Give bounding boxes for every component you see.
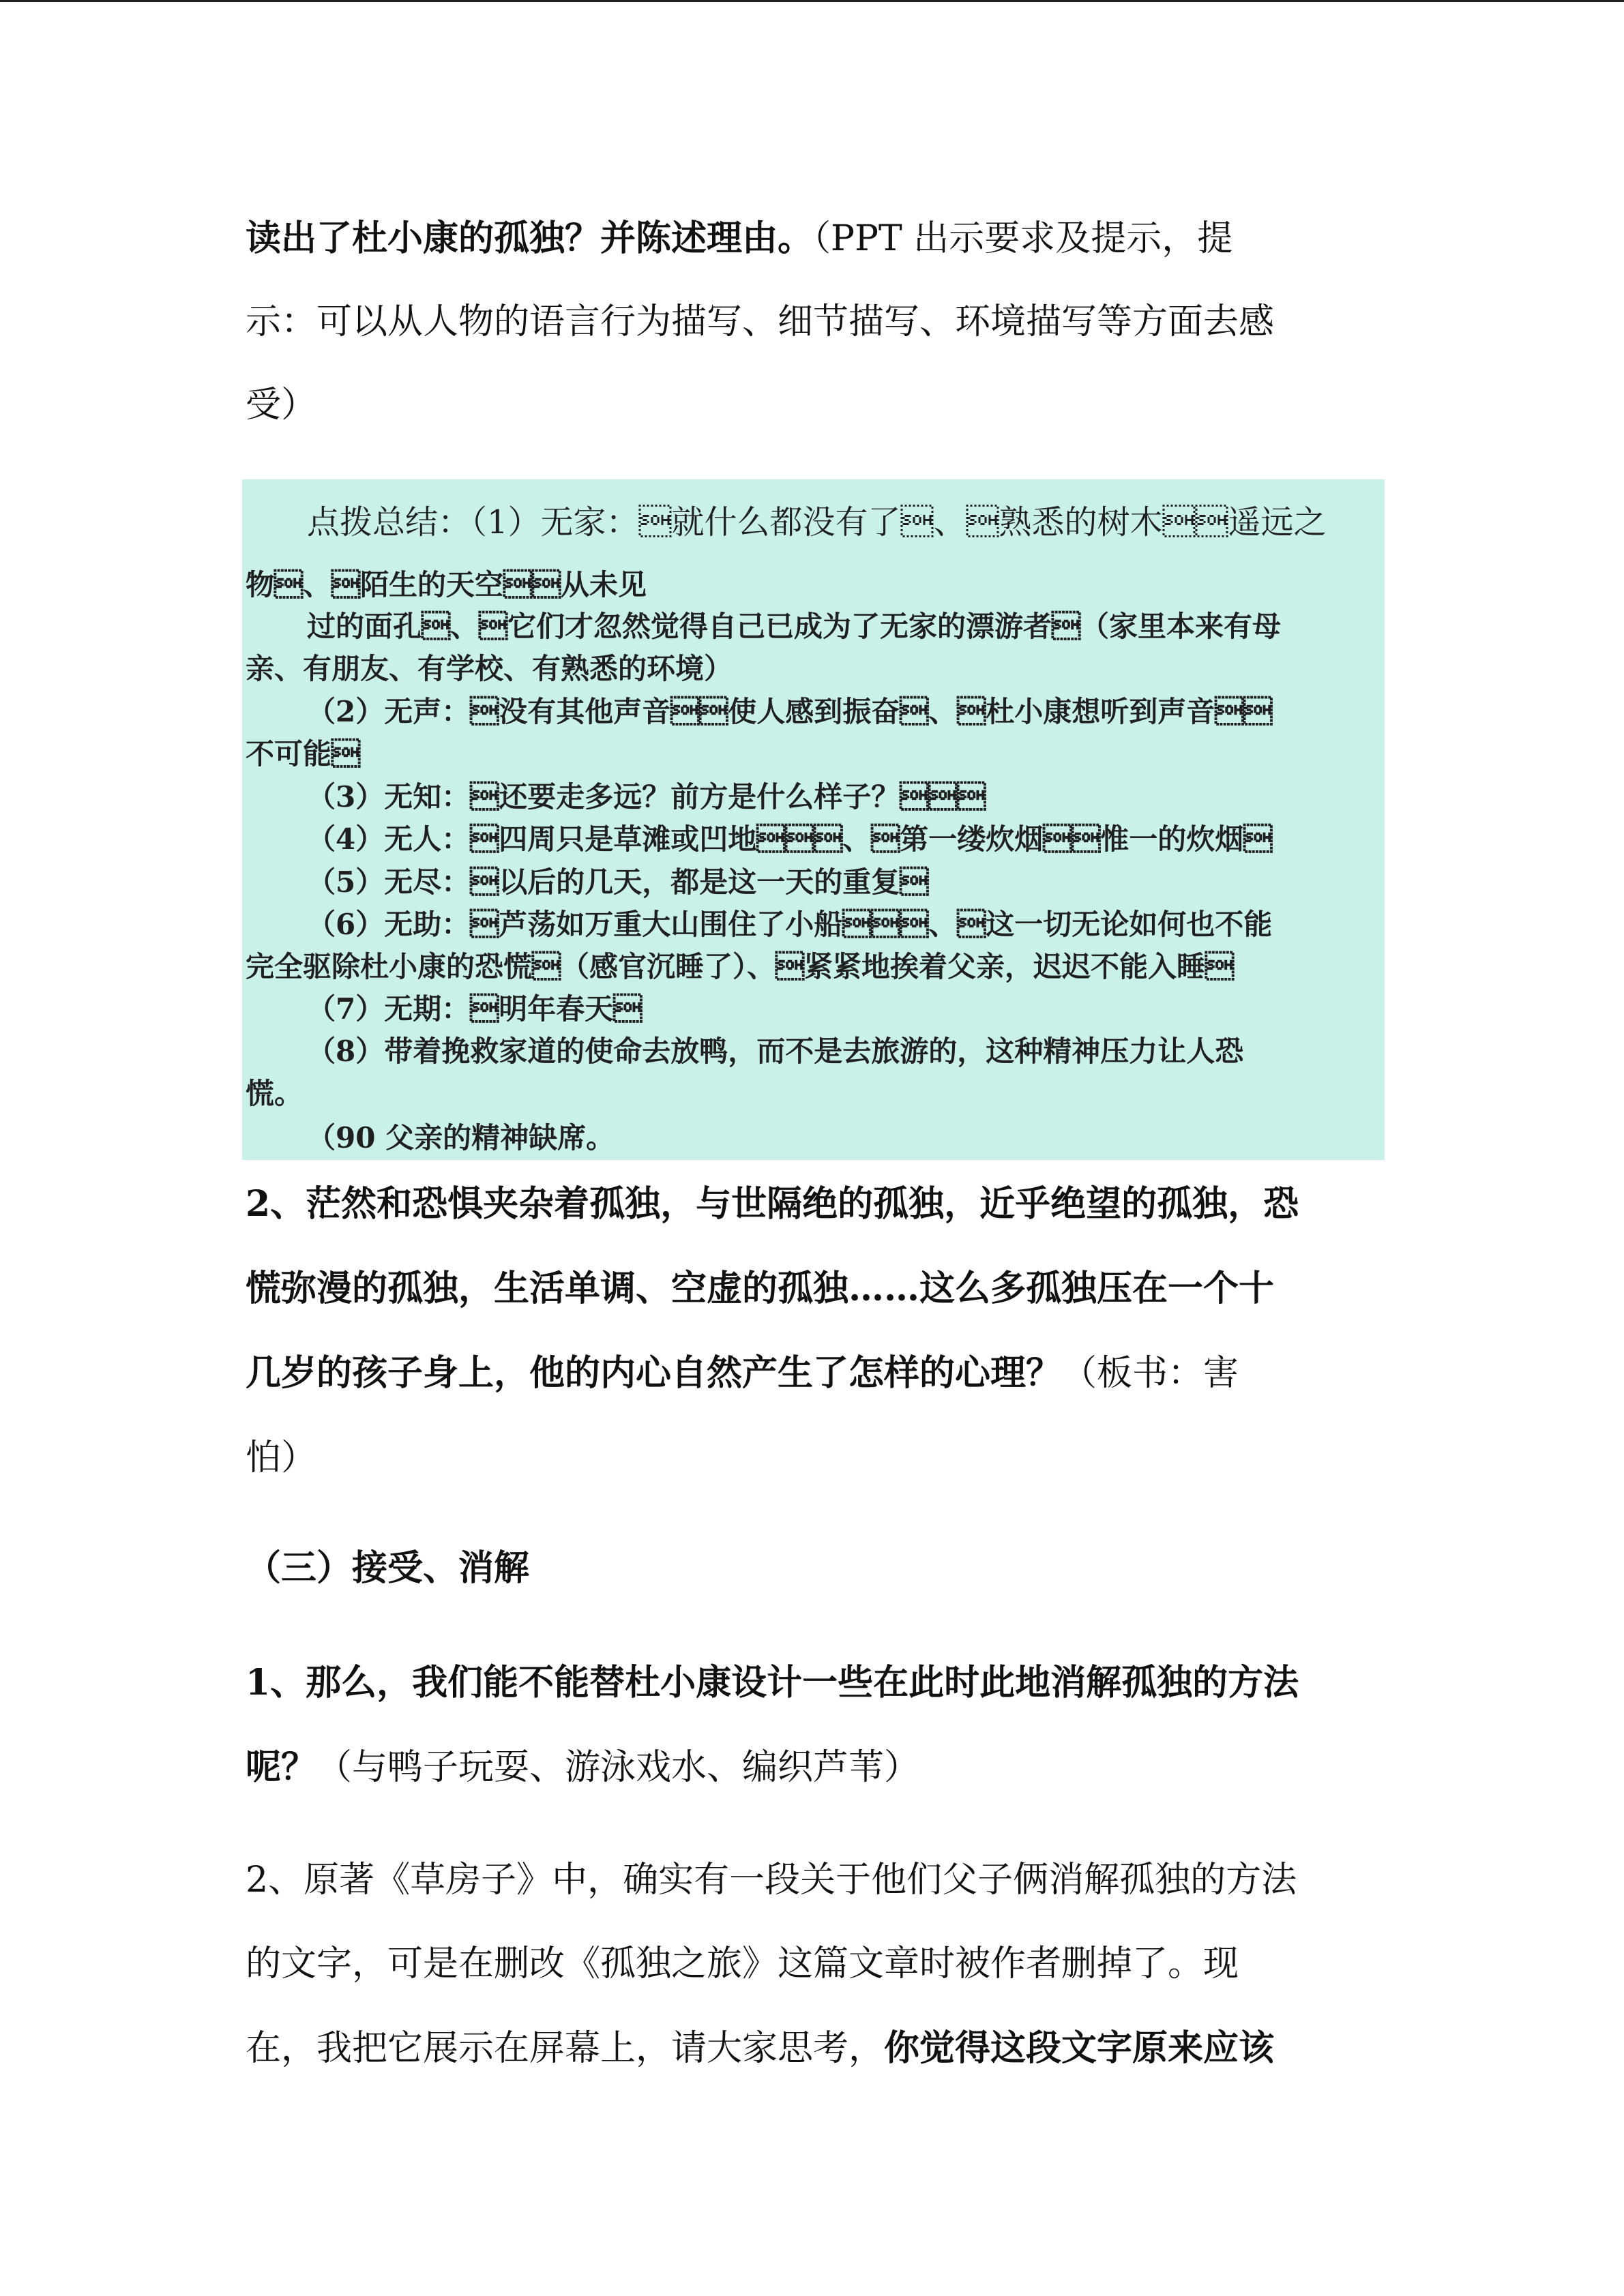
p1-line-2 [246,1746,919,1789]
summary-line-12: （7）无期：明年春天 [307,992,643,1026]
q2-line-4: 怕） [246,1437,317,1478]
q2-board-note: （板书：害 [1061,1353,1239,1394]
q1-question: 读出了杜小康的孤独？并陈述理由。 [246,218,814,259]
q2-line-2: 慌弥漫的孤独，生活单调、空虚的孤独……这么多孤独压在一个十 [246,1268,1275,1309]
p2-instruction: 在，我把它展示在屏幕上，请大家思考， [246,2028,885,2069]
section-three-heading: （三）接受、消解 [246,1547,530,1589]
q1-line-2: 示：可以从人物的语言行为描写、细节描写、环境描写等方面去感 [246,301,1275,342]
q2-line-1: 2、茫然和恐惧夹杂着孤独，与世隔绝的孤独，近乎绝望的孤独，恐 [246,1183,1299,1225]
p2-line-1: 2、原著《草房子》中，确实有一段关于他们父子俩消解孤独的方法 [246,1860,1297,1900]
summary-line-14: 慌。 [246,1077,304,1110]
summary-line-9: （5）无尽：以后的几天，都是这一天的重复 [307,865,929,899]
summary-line-10: （6）无助：芦荡如万重大山围住了小船、这一切无论如何也不能 [307,908,1273,941]
summary-line-15: （90 父亲的精神缺席。 [307,1121,615,1154]
summary-line-5: （2）无声：没有其他声音使人感到振奋、杜小康想听到声音 [307,695,1273,728]
p2-question: 你觉得这段文字原来应该 [884,2027,1275,2069]
summary-line-13: （8）带着挽救家道的使命去放鸭，而不是去旅游的，这种精神压力让人恐 [307,1034,1244,1068]
p1-answer: （与鸭子玩耍、游泳戏水、编织芦苇） [316,1747,920,1788]
p1-question-end: 呢？ [246,1746,317,1788]
summary-line-1: 点拨总结：（1）无家：就什么都没有了、熟悉的树木遥远之 [307,503,1327,541]
summary-line-2: 物、陌生的天空从未见 [246,568,647,601]
summary-line-8: （4）无人：四周只是草滩或凹地、第一缕炊烟惟一的炊烟 [307,822,1273,856]
page-top-border [0,0,1624,2]
q1-line-3: 受） [246,385,317,426]
p1-line-1: 1、那么，我们能不能替杜小康设计一些在此时此地消解孤独的方法 [246,1662,1299,1703]
p2-line-3 [246,2027,1274,2070]
summary-line-11: 完全驱除杜小康的恐慌（感官沉睡了）、紧紧地挨着父亲，迟迟不能入睡 [246,950,1235,983]
q2-question: 几岁的孩子身上，他的内心自然产生了怎样的心理？ [246,1352,1062,1394]
summary-line-7: （3）无知：还要走多远？前方是什么样子？ [307,780,986,814]
q1-line-1 [246,217,1232,260]
summary-line-6: 不可能 [246,737,361,771]
q1-hint: （PPT 出示要求及提示，提 [813,218,1233,259]
p2-line-2: 的文字，可是在删改《孤独之旅》这篇文章时被作者删掉了。现 [246,1943,1239,1984]
q2-line-3 [246,1352,1239,1395]
summary-line-4: 亲、有朋友、有学校、有熟悉的环境） [246,652,733,685]
summary-line-3: 过的面孔、它们才忽然觉得自己已成为了无家的漂游者（家里本来有母 [307,610,1282,643]
